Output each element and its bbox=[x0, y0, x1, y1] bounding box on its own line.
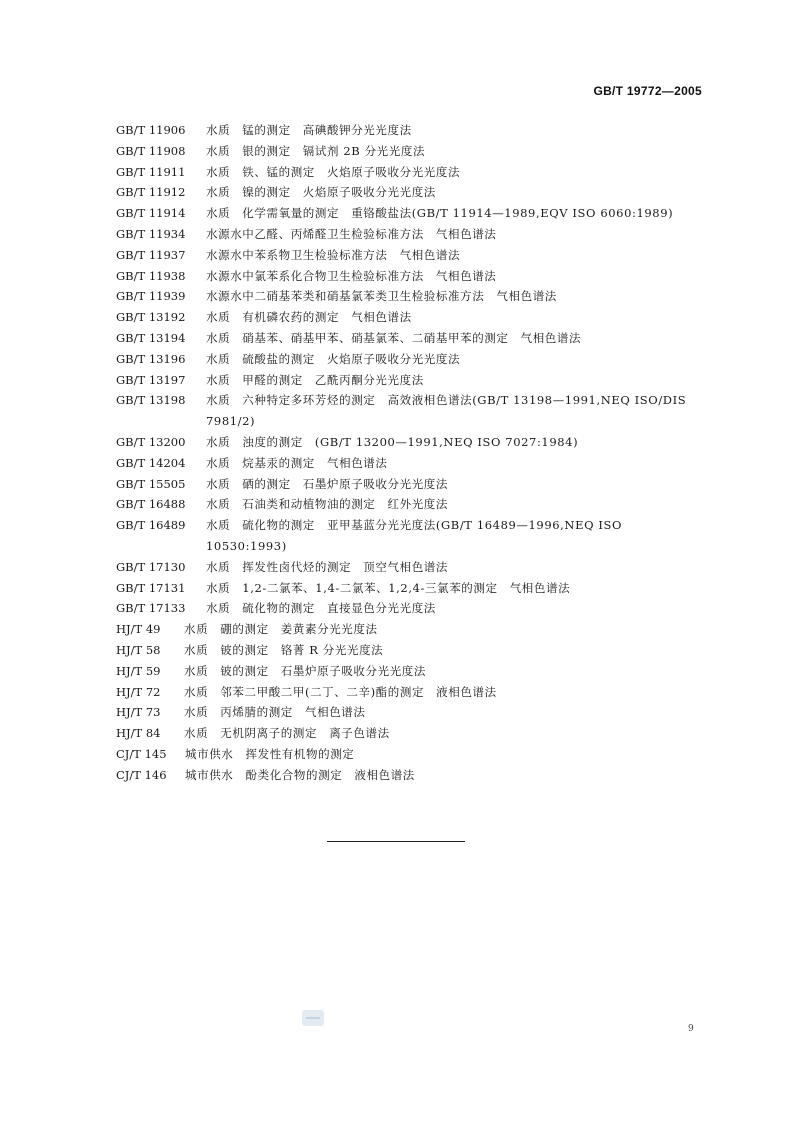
reference-code: GB/T 15505 bbox=[116, 476, 186, 491]
reference-code: GB/T 13194 bbox=[116, 330, 186, 345]
list-item bbox=[116, 494, 706, 515]
list-item bbox=[116, 682, 706, 703]
list-item bbox=[116, 765, 706, 786]
reference-title: 水质 烷基汞的测定 气相色谱法 bbox=[206, 455, 388, 470]
reference-title: 水质 铍的测定 石墨炉原子吸收分光光度法 bbox=[184, 663, 426, 678]
reference-code: GB/T 11938 bbox=[116, 268, 186, 283]
reference-code: HJ/T 59 bbox=[116, 663, 161, 678]
list-item bbox=[116, 661, 706, 682]
reference-code: HJ/T 72 bbox=[116, 684, 161, 699]
reference-title: 水质 甲醛的测定 乙酰丙酮分光光度法 bbox=[206, 372, 424, 387]
list-item bbox=[116, 598, 706, 619]
reference-title: 城市供水 酚类化合物的测定 液相色谱法 bbox=[185, 767, 415, 782]
reference-code: GB/T 11939 bbox=[116, 289, 186, 304]
list-item bbox=[116, 619, 706, 640]
reference-title: 水质 铍的测定 铬菁 R 分光光度法 bbox=[184, 642, 384, 657]
reference-code: HJ/T 49 bbox=[116, 622, 161, 637]
reference-title: 水质 丙烯腈的测定 气相色谱法 bbox=[184, 705, 366, 720]
reference-title: 水质 硒的测定 石墨炉原子吸收分光光度法 bbox=[206, 476, 448, 491]
reference-title: 水质 无机阴离子的测定 离子色谱法 bbox=[184, 726, 390, 741]
reference-code: GB/T 16489 bbox=[116, 518, 186, 533]
reference-code: CJ/T 146 bbox=[116, 767, 167, 782]
list-item bbox=[116, 390, 706, 432]
reference-title: 水质 硫化物的测定 亚甲基蓝分光光度法(GB/T 16489—1996,NEQ ISO 10530:1993) bbox=[206, 518, 623, 553]
list-item bbox=[116, 432, 706, 453]
reference-title: 水质 挥发性卤代烃的测定 顶空气相色谱法 bbox=[206, 559, 448, 574]
reference-code: GB/T 13200 bbox=[116, 434, 186, 449]
reference-title: 水源水中苯系物卫生检验标准方法 气相色谱法 bbox=[206, 247, 461, 262]
reference-title: 水质 硼的测定 姜黄素分光光度法 bbox=[184, 622, 378, 637]
reference-code: GB/T 11911 bbox=[116, 164, 186, 179]
reference-code: HJ/T 58 bbox=[116, 642, 161, 657]
reference-code: GB/T 16488 bbox=[116, 497, 186, 512]
reference-title: 水质 硝基苯、硝基甲苯、硝基氯苯、二硝基甲苯的测定 气相色谱法 bbox=[206, 330, 582, 345]
list-item bbox=[116, 182, 706, 203]
end-of-section-divider bbox=[327, 841, 465, 842]
list-item bbox=[116, 557, 706, 578]
reference-title: 水质 邻苯二甲酸二甲(二丁、二辛)酯的测定 液相色谱法 bbox=[184, 684, 497, 699]
reference-title: 水源水中氯苯系化合物卫生检验标准方法 气相色谱法 bbox=[206, 268, 497, 283]
watermark-logo-icon bbox=[302, 1010, 324, 1026]
list-item bbox=[116, 474, 706, 495]
reference-title: 水质 六种特定多环芳烃的测定 高效液相色谱法(GB/T 13198—1991,NEQ ISO/DIS 7981/2) bbox=[206, 393, 687, 429]
list-item bbox=[116, 723, 706, 744]
normative-references-list bbox=[116, 120, 706, 786]
reference-code: GB/T 17133 bbox=[116, 601, 186, 616]
list-item bbox=[116, 349, 706, 370]
reference-title: 水源水中二硝基苯类和硝基氯苯类卫生检验标准方法 气相色谱法 bbox=[206, 289, 557, 304]
reference-code: GB/T 13197 bbox=[116, 372, 186, 387]
reference-code: HJ/T 84 bbox=[116, 726, 161, 741]
reference-code: GB/T 11937 bbox=[116, 247, 186, 262]
reference-title: 水质 镍的测定 火焰原子吸收分光光度法 bbox=[206, 185, 436, 200]
reference-code: GB/T 11912 bbox=[116, 185, 186, 200]
list-item bbox=[116, 640, 706, 661]
list-item bbox=[116, 120, 706, 141]
reference-title: 城市供水 挥发性有机物的测定 bbox=[185, 746, 355, 761]
reference-title: 水质 化学需氧量的测定 重铬酸盐法(GB/T 11914—1989,EQV ISO 6060:1989) bbox=[206, 206, 674, 221]
list-item bbox=[116, 578, 706, 599]
standard-code-header: GB/T 19772—2005 bbox=[593, 84, 702, 98]
reference-title: 水质 有机磷农药的测定 气相色谱法 bbox=[206, 310, 412, 325]
reference-title: 水质 浊度的测定 (GB/T 13200—1991,NEQ ISO 7027:1984) bbox=[206, 434, 579, 449]
reference-title: 水质 锰的测定 高碘酸钾分光光度法 bbox=[206, 123, 412, 137]
reference-code: HJ/T 73 bbox=[116, 705, 161, 720]
list-item bbox=[116, 515, 706, 557]
list-item bbox=[116, 307, 706, 328]
page-number: 9 bbox=[688, 1024, 694, 1034]
reference-title: 水源水中乙醛、丙烯醛卫生检验标准方法 气相色谱法 bbox=[206, 226, 497, 241]
list-item bbox=[116, 453, 706, 474]
reference-code: GB/T 11908 bbox=[116, 143, 186, 158]
reference-code: GB/T 13198 bbox=[116, 393, 186, 408]
reference-code: GB/T 11934 bbox=[116, 226, 186, 241]
list-item bbox=[116, 203, 706, 224]
reference-code: CJ/T 145 bbox=[116, 746, 167, 761]
reference-title: 水质 铁、锰的测定 火焰原子吸收分光光度法 bbox=[206, 164, 461, 179]
list-item bbox=[116, 162, 706, 183]
reference-code: GB/T 13196 bbox=[116, 351, 186, 366]
list-item bbox=[116, 245, 706, 266]
reference-code: GB/T 11906 bbox=[116, 123, 186, 137]
list-item bbox=[116, 702, 706, 723]
reference-title: 水质 硫化物的测定 直接显色分光光度法 bbox=[206, 601, 436, 616]
list-item bbox=[116, 286, 706, 307]
reference-title: 水质 1,2-二氯苯、1,4-二氯苯、1,2,4-三氯苯的测定 气相色谱法 bbox=[206, 580, 571, 595]
reference-title: 水质 石油类和动植物油的测定 红外光度法 bbox=[206, 497, 448, 512]
list-item bbox=[116, 266, 706, 287]
list-item bbox=[116, 328, 706, 349]
reference-title: 水质 银的测定 镉试剂 2B 分光光度法 bbox=[206, 143, 426, 158]
list-item bbox=[116, 141, 706, 162]
list-item bbox=[116, 224, 706, 245]
reference-title: 水质 硫酸盐的测定 火焰原子吸收分光光度法 bbox=[206, 351, 461, 366]
reference-code: GB/T 11914 bbox=[116, 206, 186, 221]
reference-code: GB/T 14204 bbox=[116, 455, 186, 470]
list-item bbox=[116, 744, 706, 765]
reference-code: GB/T 17130 bbox=[116, 559, 186, 574]
reference-code: GB/T 17131 bbox=[116, 580, 186, 595]
list-item bbox=[116, 370, 706, 391]
reference-code: GB/T 13192 bbox=[116, 310, 186, 325]
